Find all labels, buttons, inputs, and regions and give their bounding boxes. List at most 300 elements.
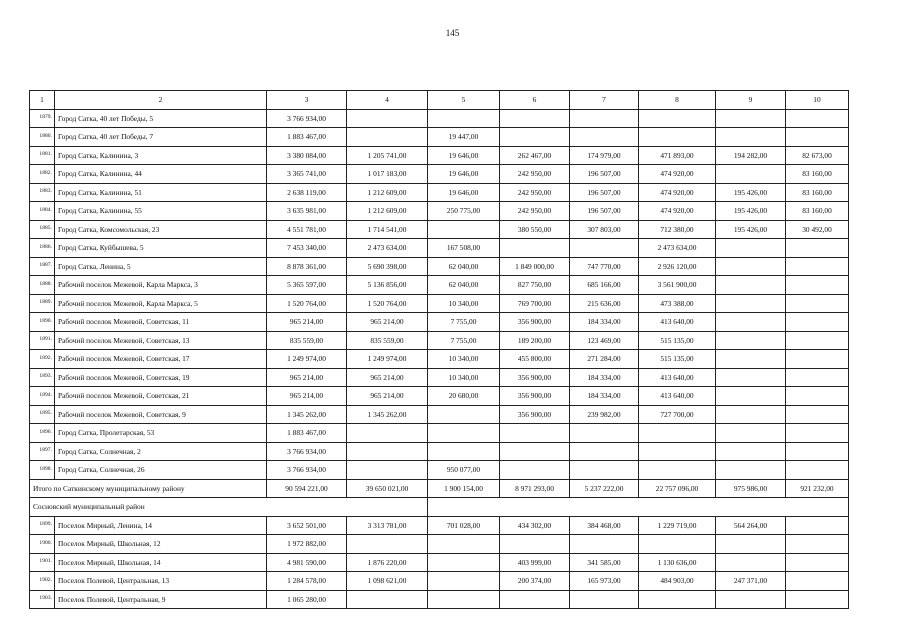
table-header (30, 91, 849, 110)
amount-cell: 242 950,00 (500, 202, 570, 221)
amount-cell: 1 130 636,00 (639, 553, 716, 572)
page-number: 145 (445, 28, 460, 38)
amount-cell: 30 492,00 (786, 220, 849, 239)
amount-cell (716, 590, 786, 609)
address-cell: Город Сатка, Калинина, 44 (55, 165, 267, 184)
table-row (30, 202, 849, 221)
column-header-2: 2 (55, 91, 267, 110)
amount-cell: 242 950,00 (500, 183, 570, 202)
amount-cell: 19 447,00 (428, 128, 500, 147)
amount-cell: 5 365 597,00 (267, 276, 347, 295)
amount-cell: 1 714 541,00 (347, 220, 428, 239)
amount-cell (786, 590, 849, 609)
amount-cell (500, 128, 570, 147)
amount-cell (786, 516, 849, 535)
amount-cell (428, 553, 500, 572)
row-number: 1901. (30, 553, 55, 572)
amount-cell: 7 755,00 (428, 331, 500, 350)
amount-cell: 1 065 280,00 (267, 590, 347, 609)
table-row (30, 535, 849, 554)
address-cell: Рабочий поселок Межевой, Карла Маркса, 5 (55, 294, 267, 313)
amount-cell: 7 453 340,00 (267, 239, 347, 258)
amount-cell (639, 461, 716, 480)
section-row (30, 498, 849, 517)
amount-cell: 965 214,00 (347, 313, 428, 332)
amount-cell: 200 374,00 (500, 572, 570, 591)
amount-cell: 196 507,00 (570, 202, 639, 221)
amount-cell: 123 469,00 (570, 331, 639, 350)
column-header-8: 8 (639, 91, 716, 110)
amount-cell (716, 442, 786, 461)
column-header-7: 7 (570, 91, 639, 110)
row-number: 1895. (30, 405, 55, 424)
total-row (30, 479, 849, 498)
amount-cell: 712 380,00 (639, 220, 716, 239)
column-header-4: 4 (347, 91, 428, 110)
amount-cell (786, 276, 849, 295)
row-number: 1888. (30, 276, 55, 295)
amount-cell: 239 982,00 (570, 405, 639, 424)
address-cell: Рабочий поселок Межевой, Советская, 19 (55, 368, 267, 387)
amount-cell: 1 520 764,00 (347, 294, 428, 313)
table-row (30, 461, 849, 480)
amount-cell: 2 926 120,00 (639, 257, 716, 276)
table-body (30, 109, 849, 609)
amount-cell: 196 507,00 (570, 165, 639, 184)
amount-cell: 250 775,00 (428, 202, 500, 221)
table-row (30, 590, 849, 609)
amount-cell: 356 900,00 (500, 387, 570, 406)
amount-cell: 1 345 262,00 (267, 405, 347, 424)
amount-cell: 455 800,00 (500, 350, 570, 369)
amount-cell: 1 345 262,00 (347, 405, 428, 424)
address-cell: Город Сатка, Комсомольская, 23 (55, 220, 267, 239)
amount-cell: 1 520 764,00 (267, 294, 347, 313)
amount-cell (786, 368, 849, 387)
row-number: 1885. (30, 220, 55, 239)
row-number: 1884. (30, 202, 55, 221)
amount-cell (786, 257, 849, 276)
amount-cell: 4 981 590,00 (267, 553, 347, 572)
amount-cell (716, 239, 786, 258)
amount-cell: 413 640,00 (639, 368, 716, 387)
address-cell: Рабочий поселок Межевой, Советская, 9 (55, 405, 267, 424)
amount-cell: 1 249 974,00 (347, 350, 428, 369)
table-row (30, 128, 849, 147)
amount-cell (639, 424, 716, 443)
amount-cell: 1 212 609,00 (347, 202, 428, 221)
housing-repair-table (29, 90, 849, 609)
amount-cell: 950 077,00 (428, 461, 500, 480)
amount-cell: 473 388,00 (639, 294, 716, 313)
amount-cell: 196 507,00 (570, 183, 639, 202)
amount-cell: 413 640,00 (639, 387, 716, 406)
amount-cell (716, 128, 786, 147)
amount-cell: 5 690 398,00 (347, 257, 428, 276)
amount-cell: 3 766 934,00 (267, 442, 347, 461)
amount-cell: 1 849 000,00 (500, 257, 570, 276)
amount-cell (786, 535, 849, 554)
amount-cell (428, 405, 500, 424)
amount-cell: 1 017 183,00 (347, 165, 428, 184)
table-row (30, 165, 849, 184)
address-cell: Город Сатка, 40 лет Победы, 7 (55, 128, 267, 147)
amount-cell (786, 572, 849, 591)
amount-cell: 965 214,00 (267, 387, 347, 406)
row-number: 1880. (30, 128, 55, 147)
amount-cell (570, 461, 639, 480)
amount-cell (786, 461, 849, 480)
amount-cell: 8 878 361,00 (267, 257, 347, 276)
amount-cell: 3 380 084,00 (267, 146, 347, 165)
amount-cell: 3 635 981,00 (267, 202, 347, 221)
amount-cell: 356 900,00 (500, 313, 570, 332)
column-header-1: 1 (30, 91, 55, 110)
amount-cell: 10 340,00 (428, 294, 500, 313)
amount-cell (786, 109, 849, 128)
address-cell: Город Сатка, Солнечная, 2 (55, 442, 267, 461)
amount-cell: 3 652 501,00 (267, 516, 347, 535)
row-number: 1887. (30, 257, 55, 276)
table-row (30, 350, 849, 369)
total-amount-cell: 8 971 293,00 (500, 479, 570, 498)
table-row (30, 387, 849, 406)
amount-cell (347, 442, 428, 461)
amount-cell (716, 276, 786, 295)
amount-cell: 1 098 621,00 (347, 572, 428, 591)
amount-cell (716, 535, 786, 554)
amount-cell: 384 468,00 (570, 516, 639, 535)
amount-cell: 10 340,00 (428, 350, 500, 369)
table-row (30, 572, 849, 591)
amount-cell (347, 424, 428, 443)
amount-cell (428, 572, 500, 591)
address-cell: Поселок Мирный, Школьная, 14 (55, 553, 267, 572)
table-row (30, 405, 849, 424)
amount-cell (570, 239, 639, 258)
row-number: 1897. (30, 442, 55, 461)
column-header-5: 5 (428, 91, 500, 110)
amount-cell (716, 553, 786, 572)
amount-cell: 62 040,00 (428, 257, 500, 276)
amount-cell: 7 755,00 (428, 313, 500, 332)
address-cell: Город Сатка, Куйбышева, 5 (55, 239, 267, 258)
amount-cell: 747 770,00 (570, 257, 639, 276)
amount-cell (347, 128, 428, 147)
amount-cell: 174 979,00 (570, 146, 639, 165)
amount-cell (500, 461, 570, 480)
address-cell: Поселок Мирный, Ленина, 14 (55, 516, 267, 535)
column-header-6: 6 (500, 91, 570, 110)
amount-cell (570, 109, 639, 128)
row-number: 1881. (30, 146, 55, 165)
amount-cell (786, 128, 849, 147)
amount-cell (716, 405, 786, 424)
amount-cell: 1 876 220,00 (347, 553, 428, 572)
amount-cell: 835 559,00 (267, 331, 347, 350)
row-number: 1883. (30, 183, 55, 202)
address-cell: Город Сатка, Ленина, 5 (55, 257, 267, 276)
amount-cell: 83 160,00 (786, 165, 849, 184)
row-number: 1879. (30, 109, 55, 128)
column-header-10: 10 (786, 91, 849, 110)
amount-cell: 194 282,00 (716, 146, 786, 165)
amount-cell: 1 883 467,00 (267, 128, 347, 147)
address-cell: Рабочий поселок Межевой, Советская, 17 (55, 350, 267, 369)
amount-cell: 1 229 719,00 (639, 516, 716, 535)
amount-cell (347, 109, 428, 128)
amount-cell (570, 128, 639, 147)
amount-cell (639, 442, 716, 461)
amount-cell: 307 803,00 (570, 220, 639, 239)
amount-cell: 247 371,00 (716, 572, 786, 591)
amount-cell (786, 553, 849, 572)
amount-cell: 380 550,00 (500, 220, 570, 239)
amount-cell (639, 590, 716, 609)
amount-cell: 356 900,00 (500, 368, 570, 387)
amount-cell (428, 442, 500, 461)
amount-cell (500, 239, 570, 258)
amount-cell: 356 900,00 (500, 405, 570, 424)
amount-cell: 184 334,00 (570, 387, 639, 406)
amount-cell: 215 636,00 (570, 294, 639, 313)
row-number: 1889. (30, 294, 55, 313)
amount-cell: 965 214,00 (267, 313, 347, 332)
amount-cell (639, 535, 716, 554)
section-empty-cell (428, 498, 849, 517)
amount-cell (347, 461, 428, 480)
amount-cell (716, 387, 786, 406)
amount-cell: 471 893,00 (639, 146, 716, 165)
address-cell: Рабочий поселок Межевой, Советская, 21 (55, 387, 267, 406)
amount-cell (786, 442, 849, 461)
total-label: Итого по Саткинскому муниципальному району (30, 479, 267, 498)
table-row (30, 553, 849, 572)
row-number: 1902. (30, 572, 55, 591)
amount-cell (716, 350, 786, 369)
address-cell: Рабочий поселок Межевой, Советская, 11 (55, 313, 267, 332)
table-row (30, 442, 849, 461)
amount-cell (347, 590, 428, 609)
amount-cell (716, 461, 786, 480)
amount-cell: 484 903,00 (639, 572, 716, 591)
table-row (30, 368, 849, 387)
amount-cell: 727 700,00 (639, 405, 716, 424)
section-title: Сосновский муниципальный район (30, 498, 428, 517)
table-row (30, 294, 849, 313)
amount-cell: 3 365 741,00 (267, 165, 347, 184)
amount-cell (716, 165, 786, 184)
amount-cell (639, 109, 716, 128)
table-row (30, 424, 849, 443)
amount-cell (639, 128, 716, 147)
row-number: 1893. (30, 368, 55, 387)
table-row (30, 220, 849, 239)
table-row (30, 276, 849, 295)
address-cell: Поселок Полевой, Центральная, 13 (55, 572, 267, 591)
amount-cell (716, 313, 786, 332)
amount-cell: 184 334,00 (570, 368, 639, 387)
amount-cell: 195 426,00 (716, 202, 786, 221)
amount-cell: 19 646,00 (428, 165, 500, 184)
amount-cell (347, 535, 428, 554)
amount-cell (716, 331, 786, 350)
amount-cell (428, 109, 500, 128)
total-amount-cell: 39 650 021,00 (347, 479, 428, 498)
row-number: 1891. (30, 331, 55, 350)
amount-cell: 1 205 741,00 (347, 146, 428, 165)
amount-cell: 62 040,00 (428, 276, 500, 295)
total-amount-cell: 921 232,00 (786, 479, 849, 498)
amount-cell: 474 920,00 (639, 165, 716, 184)
address-cell: Город Сатка, Калинина, 3 (55, 146, 267, 165)
amount-cell: 965 214,00 (347, 368, 428, 387)
address-cell: Поселок Полевой, Центральная, 9 (55, 590, 267, 609)
amount-cell (716, 294, 786, 313)
amount-cell (786, 350, 849, 369)
amount-cell: 19 646,00 (428, 183, 500, 202)
amount-cell: 769 700,00 (500, 294, 570, 313)
amount-cell: 2 638 119,00 (267, 183, 347, 202)
address-cell: Город Сатка, 40 лет Победы, 5 (55, 109, 267, 128)
amount-cell: 965 214,00 (347, 387, 428, 406)
row-number: 1886. (30, 239, 55, 258)
table-row (30, 146, 849, 165)
amount-cell: 564 264,00 (716, 516, 786, 535)
amount-cell (570, 590, 639, 609)
table-row (30, 239, 849, 258)
amount-cell: 3 561 900,00 (639, 276, 716, 295)
amount-cell (428, 535, 500, 554)
amount-cell: 83 160,00 (786, 183, 849, 202)
address-cell: Рабочий поселок Межевой, Советская, 13 (55, 331, 267, 350)
amount-cell: 835 559,00 (347, 331, 428, 350)
amount-cell (716, 109, 786, 128)
amount-cell: 403 999,00 (500, 553, 570, 572)
row-number: 1890. (30, 313, 55, 332)
amount-cell: 413 640,00 (639, 313, 716, 332)
amount-cell: 1 972 882,00 (267, 535, 347, 554)
amount-cell: 19 646,00 (428, 146, 500, 165)
amount-cell: 434 302,00 (500, 516, 570, 535)
column-header-9: 9 (716, 91, 786, 110)
table-row (30, 109, 849, 128)
table-row (30, 313, 849, 332)
amount-cell: 1 249 974,00 (267, 350, 347, 369)
total-amount-cell: 1 900 154,00 (428, 479, 500, 498)
amount-cell: 2 473 634,00 (639, 239, 716, 258)
amount-cell: 82 673,00 (786, 146, 849, 165)
amount-cell (500, 442, 570, 461)
total-amount-cell: 5 237 222,00 (570, 479, 639, 498)
amount-cell: 3 313 781,00 (347, 516, 428, 535)
header-row (30, 91, 849, 110)
amount-cell: 2 473 634,00 (347, 239, 428, 258)
amount-cell: 83 160,00 (786, 202, 849, 221)
amount-cell (786, 424, 849, 443)
amount-cell (786, 313, 849, 332)
amount-cell: 685 166,00 (570, 276, 639, 295)
amount-cell (570, 424, 639, 443)
amount-cell: 242 950,00 (500, 165, 570, 184)
total-amount-cell: 975 986,00 (716, 479, 786, 498)
address-cell: Город Сатка, Солнечная, 26 (55, 461, 267, 480)
amount-cell: 271 284,00 (570, 350, 639, 369)
amount-cell (716, 368, 786, 387)
row-number: 1898. (30, 461, 55, 480)
row-number: 1896. (30, 424, 55, 443)
amount-cell (786, 387, 849, 406)
row-number: 1900. (30, 535, 55, 554)
row-number: 1899. (30, 516, 55, 535)
amount-cell (716, 424, 786, 443)
amount-cell: 515 135,00 (639, 331, 716, 350)
amount-cell: 515 135,00 (639, 350, 716, 369)
table-row (30, 183, 849, 202)
amount-cell: 165 973,00 (570, 572, 639, 591)
amount-cell: 4 551 781,00 (267, 220, 347, 239)
address-cell: Рабочий поселок Межевой, Карла Маркса, 3 (55, 276, 267, 295)
row-number: 1892. (30, 350, 55, 369)
amount-cell (428, 590, 500, 609)
address-cell: Город Сатка, Пролетарская, 53 (55, 424, 267, 443)
address-cell: Поселок Мирный, Школьная, 12 (55, 535, 267, 554)
amount-cell: 10 340,00 (428, 368, 500, 387)
row-number: 1894. (30, 387, 55, 406)
amount-cell: 195 426,00 (716, 220, 786, 239)
amount-cell: 184 334,00 (570, 313, 639, 332)
amount-cell (786, 239, 849, 258)
amount-cell: 262 467,00 (500, 146, 570, 165)
table-row (30, 516, 849, 535)
amount-cell (570, 535, 639, 554)
amount-cell (428, 424, 500, 443)
amount-cell (500, 590, 570, 609)
row-number: 1882. (30, 165, 55, 184)
amount-cell (570, 442, 639, 461)
amount-cell: 474 920,00 (639, 183, 716, 202)
amount-cell: 3 766 934,00 (267, 109, 347, 128)
amount-cell: 20 680,00 (428, 387, 500, 406)
amount-cell (500, 109, 570, 128)
amount-cell: 1 284 578,00 (267, 572, 347, 591)
table-row (30, 257, 849, 276)
address-cell: Город Сатка, Калинина, 55 (55, 202, 267, 221)
amount-cell: 167 508,00 (428, 239, 500, 258)
amount-cell (428, 220, 500, 239)
amount-cell: 195 426,00 (716, 183, 786, 202)
amount-cell (500, 535, 570, 554)
row-number: 1903. (30, 590, 55, 609)
amount-cell (786, 331, 849, 350)
address-cell: Город Сатка, Калинина, 51 (55, 183, 267, 202)
amount-cell: 5 136 856,00 (347, 276, 428, 295)
amount-cell: 189 200,00 (500, 331, 570, 350)
amount-cell: 965 214,00 (267, 368, 347, 387)
amount-cell: 341 585,00 (570, 553, 639, 572)
total-amount-cell: 90 594 221,00 (267, 479, 347, 498)
amount-cell (786, 405, 849, 424)
table-row (30, 331, 849, 350)
amount-cell (786, 294, 849, 313)
amount-cell: 1 212 609,00 (347, 183, 428, 202)
amount-cell (500, 424, 570, 443)
total-amount-cell: 22 757 096,00 (639, 479, 716, 498)
column-header-3: 3 (267, 91, 347, 110)
amount-cell: 474 920,00 (639, 202, 716, 221)
amount-cell: 827 750,00 (500, 276, 570, 295)
amount-cell (716, 257, 786, 276)
